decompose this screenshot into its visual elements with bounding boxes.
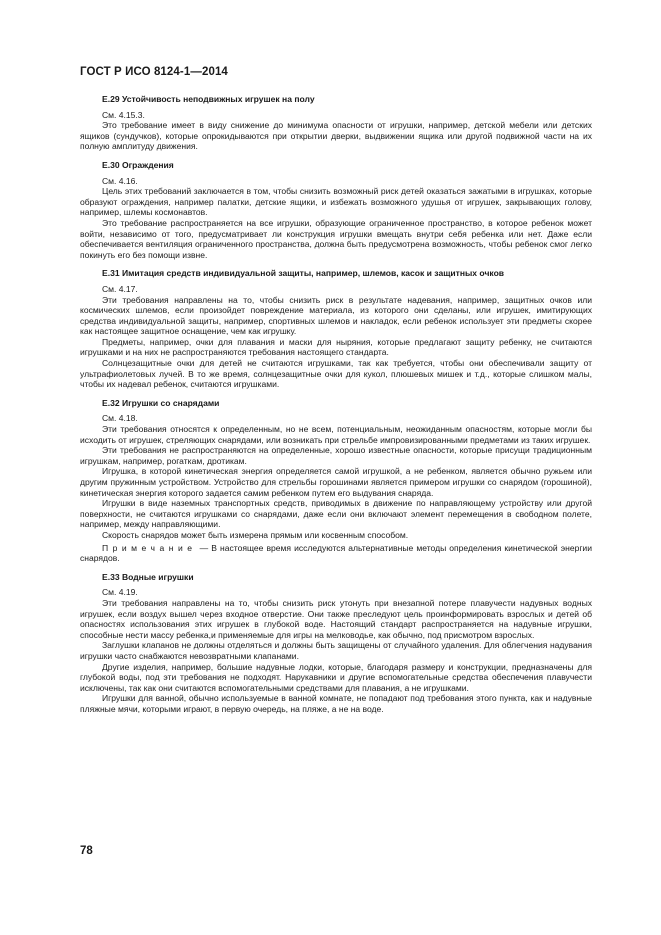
section-e31 [80, 268, 592, 390]
section-title: Е.29 Устойчивость неподвижных игрушек на полу [102, 94, 315, 104]
paragraph: Цель этих требований заключается в том, чтобы снизить возможный риск детей оказаться зажатыми в игрушках, которые образуют ограждения, например палатки, детские ящики, и избежать возможного удушья от игрушек, закрывающих голову, например, шлемы космонавтов. [80, 186, 592, 218]
paragraph: Игрушки для ванной, обычно используемые в ванной комнате, не попадают под требования этого пункта, как и надувные пляжные мячи, которыми играют, в первую очередь, на пляже, а не на воде. [80, 693, 592, 714]
section-title: Е.30 Ограждения [102, 159, 174, 170]
section-title: Е.33 Водные игрушки [102, 571, 194, 582]
section-e29 [80, 94, 592, 152]
note [80, 543, 592, 564]
paragraph: Игрушка, в которой кинетическая энергия определяется самой игрушкой, а не ребенком, является обычно ружьем или другим пружинным устройством. Устройство для стрельбы горошинами является примером игрушки со снарядом (горошиной), кинетическая энергия которого задается самим ребенком путем его выдувания снаряда. [80, 466, 592, 498]
section-reference: См. 4.16. [102, 175, 138, 186]
section-reference: См. 4.17. [102, 283, 138, 294]
paragraph: Игрушки в виде наземных транспортных средств, приводимых в движение по направляющему устройству или другой поверхности, не считаются игрушками со снарядами, даже если они включают элемент перемещения в свободном полете, например, между направляющими. [80, 498, 592, 530]
section-reference: См. 4.18. [102, 413, 138, 424]
document-id-header: ГОСТ Р ИСО 8124-1—2014 [80, 66, 228, 78]
section-title: Е.32 Игрушки со снарядами [102, 397, 220, 408]
section-e30 [80, 160, 592, 260]
section-title: Е.31 Имитация средств индивидуальной защиты, например, шлемов, касок и защитных очков [102, 268, 505, 279]
note-text: — В настоящее время исследуются альтернативные методы определения кинетической энергии снарядов. [80, 542, 592, 564]
paragraph: Эти требования направлены на то, чтобы снизить риск в результате надевания, например, защитных очков или космических шлемов, если произойдет повреждение материала, из которого они сделаны, или игрушек, имитирующих средства индивидуальной защиты, например, спортивных шлемов и накладок, если ребенок использует эти предметы скорее как настоящее защитное оснащение, чем как игрушку. [80, 294, 592, 337]
note-label: Примечание [102, 542, 197, 553]
page-number: 78 [80, 845, 93, 857]
section-e32 [80, 398, 592, 564]
paragraph: Это требование имеет в виду снижение до минимума опасности от игрушки, например, детской мебели или детских ящиков (сундучков), которые опрокидываются при открытии дверки, выдвижении ящика или другой подвижной части на их полную амплитуду движения. [80, 120, 592, 152]
paragraph: Эти требования направлены на то, чтобы снизить риск утонуть при внезапной потере плавучести надувных водных игрушек, если воздух вышел через входное отверстие. Они также преследуют цель проинформировать взрослых и детей об опасностях использования этих игрушек в глубокой воде. Настоящий стандарт распространяется на надувные игрушки, способные нести массу ребенка,и применяемые для игры на мелководье, как обычно, под присмотром взрослых. [80, 597, 592, 640]
section-reference: См. 4.19. [102, 587, 138, 598]
paragraph: Другие изделия, например, большие надувные лодки, которые, благодаря размеру и конструкции, предназначены для глубокой воды, под эти требования не подходят. Нарукавники и другие вспомогательные средства обеспечения плавучести исключены, так как они считаются вспомогательными средствами для плавания, а не игрушками. [80, 661, 592, 693]
section-reference: См. 4.15.3. [102, 109, 145, 120]
paragraph: Эти требования относятся к определенным, но не всем, потенциальным, неожиданным опасностям, которые могли бы исходить от игрушек, стреляющих снарядами, или возникать при стрельбе импровизированными предметами из таких игрушек. [80, 424, 592, 445]
paragraph: Это требование распространяется на все игрушки, образующие ограниченное пространство, в которое ребенок может войти, независимо от того, предусматривает ли конструкция игрушки вмещать внутри себя ребенка или нет. Даже если обеспечивается вентиляция ограниченного пространства, должна быть предусмотрена возможность, чтобы ребенок смог легко покинуть его без помощи извне. [80, 217, 592, 260]
paragraph: Скорость снарядов может быть измерена прямым или косвенным способом. [102, 529, 409, 540]
paragraph: Эти требования не распространяются на определенные, хорошо известные опасности, которые присущи традиционным игрушкам, например, рогаткам, дротикам. [80, 445, 592, 466]
paragraph: Предметы, например, очки для плавания и маски для ныряния, которые предлагают защиту ребенку, не считаются игрушками и на них не распространяются требования настоящего стандарта. [80, 336, 592, 358]
paragraph: Заглушки клапанов не должны отделяться и должны быть защищены от случайного удаления. Для облегчения надувания игрушки часто снабжаются невозвратными клапанами. [80, 640, 592, 661]
document-body [80, 94, 592, 722]
paragraph: Солнцезащитные очки для детей не считаются игрушками, так как требуется, чтобы они обеспечивали защиту от ультрафиолетовых лучей. В то же время, солнцезащитные очки для кукол, плюшевых мишек и т.д., которые слишком малы, чтобы их надевал ребенок, считаются игрушками. [80, 358, 592, 390]
section-e33 [80, 572, 592, 715]
